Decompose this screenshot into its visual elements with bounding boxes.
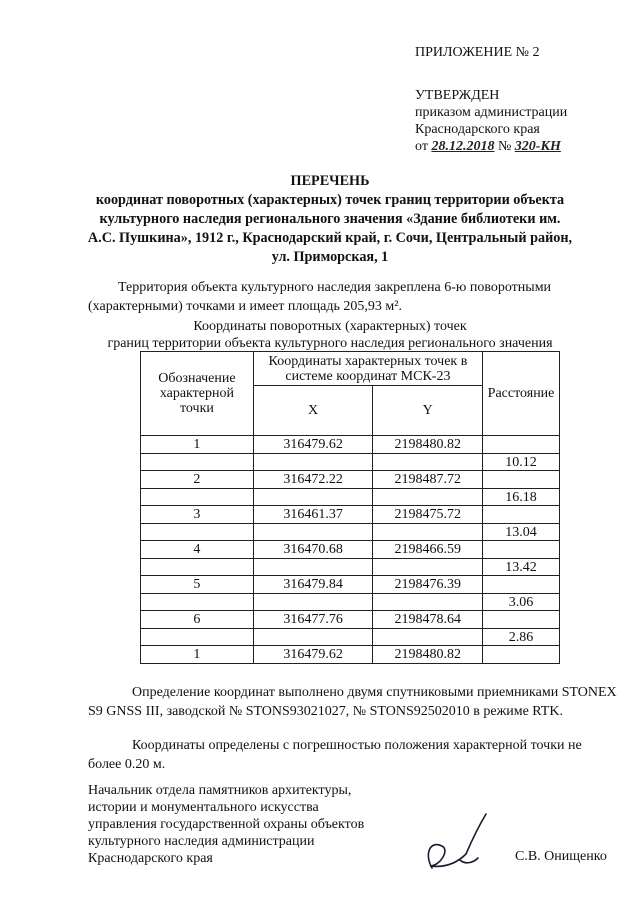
distance-empty-cell: [483, 611, 560, 629]
point-row: [141, 436, 560, 454]
coordinates-table-body: [141, 436, 560, 664]
table-caption: [60, 318, 600, 352]
document-title: [60, 172, 600, 267]
approval-line-2: Краснодарского края: [415, 122, 540, 137]
distance-row: [141, 559, 560, 576]
spacer-cell: [141, 594, 254, 611]
point-y-cell: 2198475.72: [373, 506, 483, 524]
number-prefix: №: [497, 139, 512, 154]
header-distance: Расстояние: [483, 352, 560, 436]
spacer-cell: [141, 629, 254, 646]
point-y-cell: 2198478.64: [373, 611, 483, 629]
spacer-cell: [373, 629, 483, 646]
distance-row: [141, 489, 560, 506]
point-x-cell: 316470.68: [253, 541, 373, 559]
appendix-label: ПРИЛОЖЕНИЕ № 2: [415, 45, 540, 60]
header-y: Y: [373, 386, 483, 436]
point-row: [141, 506, 560, 524]
title-line-1: координат поворотных (характерных) точек границ территории объекта: [95, 192, 565, 208]
point-y-cell: 2198487.72: [373, 471, 483, 489]
approval-block: [415, 44, 630, 155]
spacer-cell: [373, 454, 483, 471]
title-line-3: А.С. Пушкина», 1912 г., Краснодарский край, г. Сочи, Центральный район,: [87, 230, 573, 246]
point-x-cell: 316479.62: [253, 646, 373, 664]
point-row: [141, 576, 560, 594]
distance-cell: 13.42: [483, 559, 560, 576]
spacer-cell: [253, 629, 373, 646]
accuracy-paragraph: Координаты определены с погрешностью положения характерной точки не более 0.20 м.: [88, 738, 582, 772]
date-prefix: от: [415, 139, 428, 154]
distance-empty-cell: [483, 646, 560, 664]
spacer-cell: [373, 524, 483, 541]
distance-cell: 3.06: [483, 594, 560, 611]
header-coordinates: Координаты характерных точек в системе координат МСК-23: [253, 352, 482, 386]
number-value: 320-КН: [514, 139, 561, 154]
point-id-cell: 6: [141, 611, 254, 629]
header-x: X: [253, 386, 373, 436]
spacer-cell: [253, 594, 373, 611]
spacer-cell: [373, 489, 483, 506]
spacer-cell: [141, 489, 254, 506]
point-y-cell: 2198480.82: [373, 436, 483, 454]
signer-block: [88, 782, 408, 867]
table-caption-line-1: Координаты поворотных (характерных) точек: [193, 319, 467, 334]
spacer-cell: [253, 559, 373, 576]
table-caption-line-2: границ территории объекта культурного наследия регионального значения: [107, 336, 553, 351]
method-paragraph: Определение координат выполнено двумя спутниковыми приемниками STONEX S9 GNSS III, заводской № STONS93021027, № STONS92502010 в режиме RTK.: [88, 685, 617, 719]
point-id-cell: 1: [141, 646, 254, 664]
distance-cell: 10.12: [483, 454, 560, 471]
point-x-cell: 316461.37: [253, 506, 373, 524]
point-id-cell: 1: [141, 436, 254, 454]
distance-cell: 13.04: [483, 524, 560, 541]
distance-empty-cell: [483, 436, 560, 454]
coordinates-table: [140, 351, 560, 664]
point-x-cell: 316479.84: [253, 576, 373, 594]
spacer-cell: [253, 489, 373, 506]
point-id-cell: 2: [141, 471, 254, 489]
point-x-cell: 316477.76: [253, 611, 373, 629]
approval-date-line: [415, 138, 630, 155]
distance-row: [141, 524, 560, 541]
approved-label: УТВЕРЖДЕН: [415, 88, 500, 103]
distance-row: [141, 454, 560, 471]
signer-line-1: Начальник отдела памятников архитектуры,: [88, 783, 352, 798]
spacer-cell: [373, 559, 483, 576]
point-x-cell: 316479.62: [253, 436, 373, 454]
handwritten-signature: [420, 810, 500, 880]
distance-empty-cell: [483, 506, 560, 524]
point-id-cell: 5: [141, 576, 254, 594]
point-id-cell: 3: [141, 506, 254, 524]
title-line-2: культурного наследия регионального значения «Здание библиотеки им.: [99, 211, 561, 227]
point-row: [141, 646, 560, 664]
spacer-cell: [253, 454, 373, 471]
title-heading: ПЕРЕЧЕНЬ: [290, 173, 370, 189]
point-y-cell: 2198476.39: [373, 576, 483, 594]
date-value: 28.12.2018: [431, 139, 495, 154]
distance-empty-cell: [483, 471, 560, 489]
spacer-cell: [141, 524, 254, 541]
intro-paragraph: Территория объекта культурного наследия закреплена 6-ю поворотными (характерными) точками и имеет площадь 205,93 м².: [88, 280, 552, 314]
point-row: [141, 541, 560, 559]
point-y-cell: 2198466.59: [373, 541, 483, 559]
distance-row: [141, 594, 560, 611]
distance-empty-cell: [483, 576, 560, 594]
title-line-4: ул. Приморская, 1: [271, 249, 389, 265]
spacer-cell: [253, 524, 373, 541]
point-y-cell: 2198480.82: [373, 646, 483, 664]
distance-empty-cell: [483, 541, 560, 559]
distance-cell: 16.18: [483, 489, 560, 506]
signer-line-5: Краснодарского края: [88, 851, 213, 866]
point-row: [141, 471, 560, 489]
signer-name: С.В. Онищенко: [515, 849, 607, 864]
point-x-cell: 316472.22: [253, 471, 373, 489]
spacer-cell: [141, 559, 254, 576]
distance-cell: 2.86: [483, 629, 560, 646]
spacer-cell: [141, 454, 254, 471]
signer-line-3: управления государственной охраны объектов: [88, 817, 365, 832]
approval-line-1: приказом администрации: [415, 105, 568, 120]
signer-line-2: истории и монументального искусства: [88, 800, 319, 815]
signer-line-4: культурного наследия администрации: [88, 834, 315, 849]
point-row: [141, 611, 560, 629]
spacer-cell: [373, 594, 483, 611]
point-id-cell: 4: [141, 541, 254, 559]
distance-row: [141, 629, 560, 646]
header-point: Обозначение характерной точки: [141, 352, 254, 436]
